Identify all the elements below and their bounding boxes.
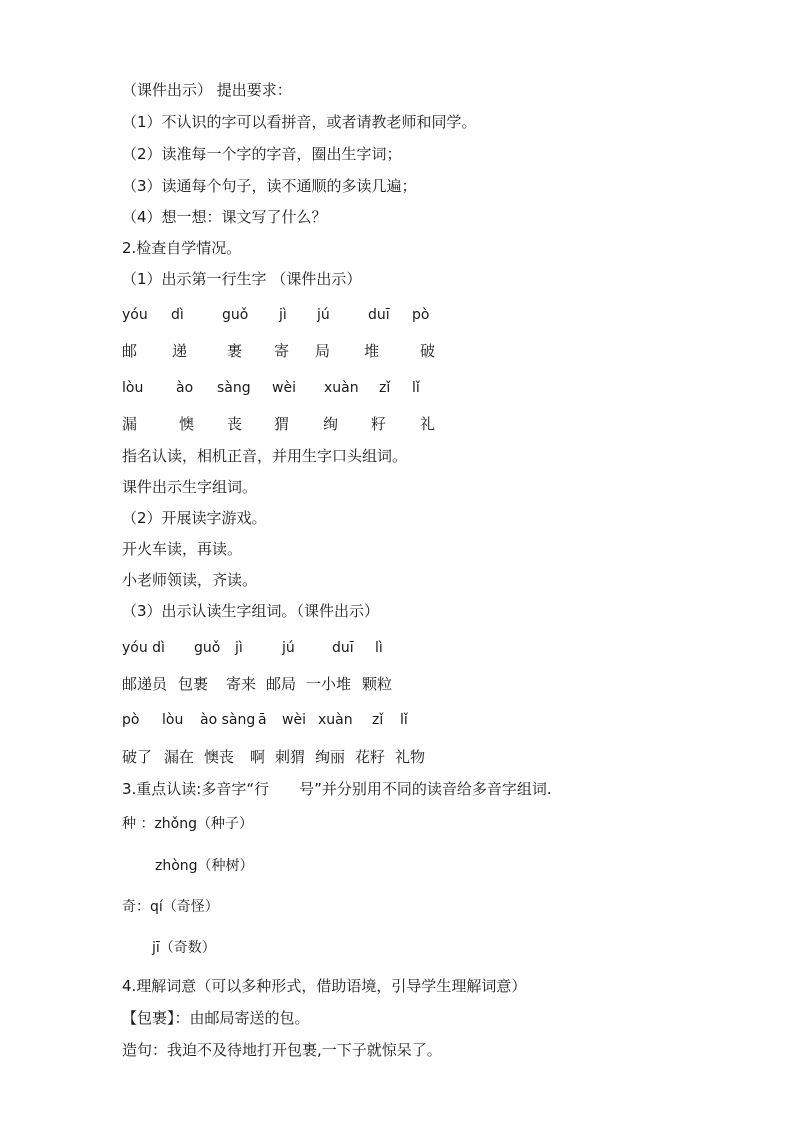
- word-item: 礼物: [395, 748, 426, 766]
- pinyin-row: [122, 710, 602, 730]
- character-item: 绚: [323, 415, 339, 433]
- pinyin-item: lǐ: [412, 380, 420, 396]
- word-item: 颗粒: [362, 675, 393, 693]
- character-item: 猬: [274, 415, 290, 433]
- pinyin-item: zǐ: [372, 712, 384, 728]
- word-row: [122, 674, 602, 694]
- section-4-heading: 4.理解词意（可以多种形式，借助语境，引导学生理解词意）: [122, 977, 527, 995]
- word-item: 花籽: [355, 748, 386, 766]
- step-2-heading: （2）开展读字游戏。: [122, 509, 267, 527]
- reading-instruction: 指名认读，相机正音，并用生字口头组词。: [122, 447, 408, 465]
- word-item: 寄来: [226, 675, 257, 693]
- pinyin-item: wèi: [272, 380, 296, 396]
- word-definition: 【包裹】：由邮局寄送的包。: [122, 1009, 310, 1027]
- train-reading-note: 开火车读，再读。: [122, 540, 243, 558]
- word-item: 包裹: [178, 675, 209, 693]
- pinyin-item: dì: [171, 307, 184, 323]
- word-item: 邮递员: [122, 675, 168, 693]
- pinyin-item: duī: [332, 640, 354, 656]
- pinyin-item: lǐ: [400, 712, 408, 728]
- pinyin-row: [122, 305, 602, 325]
- word-item: 刺猬: [275, 748, 306, 766]
- section-3-heading: 3.重点认读:多音字“行 号”并分别用不同的读音给多音字组词.: [122, 780, 552, 798]
- step-1-heading: （1）出示第一行生字 （课件出示）: [122, 270, 362, 288]
- character-item: 递: [172, 342, 188, 360]
- pinyin-item: ā: [258, 712, 267, 728]
- character-row: [122, 341, 602, 361]
- pinyin-item: xuàn: [318, 712, 353, 728]
- character-item: 漏: [122, 415, 138, 433]
- pinyin-item: duī: [368, 307, 390, 323]
- pinyin-item: lì: [375, 640, 383, 656]
- pinyin-item: wèi: [282, 712, 306, 728]
- character-item: 丧: [227, 415, 243, 433]
- character-item: 籽: [371, 415, 387, 433]
- pinyin-item: zǐ: [379, 380, 391, 396]
- pinyin-item: guǒ: [222, 307, 249, 323]
- pinyin-item: yóu: [122, 307, 148, 323]
- character-item: 堆: [364, 342, 380, 360]
- word-row: [122, 747, 602, 767]
- word-item: 绚丽: [315, 748, 346, 766]
- word-item: 漏在: [164, 748, 195, 766]
- pinyin-item: lòu: [122, 380, 144, 396]
- section-2-heading: 2.检查自学情况。: [122, 239, 242, 257]
- word-item: 一小堆: [306, 675, 352, 693]
- pinyin-item: sàng: [217, 380, 251, 396]
- character-item: 邮: [122, 342, 138, 360]
- word-item: 破了: [122, 748, 153, 766]
- pinyin-row: [122, 378, 602, 398]
- courseware-words-note: 课件出示生字组词。: [122, 478, 258, 496]
- character-item: 寄: [274, 342, 290, 360]
- character-item: 局: [315, 342, 331, 360]
- pinyin-item: ào: [176, 380, 194, 396]
- pinyin-row: [122, 638, 602, 658]
- pinyin-item: guǒ: [194, 640, 221, 656]
- pinyin-item: jú: [317, 307, 330, 323]
- character-item: 礼: [420, 415, 436, 433]
- word-item: 邮局: [266, 675, 297, 693]
- word-item: 懊丧: [204, 748, 235, 766]
- courseware-instruction: （课件出示） 提出要求：: [122, 81, 292, 99]
- example-sentence: 造句：我迫不及待地打开包裹,一下子就惊呆了。: [122, 1041, 442, 1059]
- pinyin-item: lòu: [162, 712, 184, 728]
- step-3-heading: （3）出示认读生字组词。（课件出示）: [122, 602, 380, 620]
- requirement-2: （2）读准每一个字的字音，圈出生字词；: [122, 145, 402, 163]
- pinyin-item: pò: [412, 307, 430, 323]
- pinyin-item: jú: [282, 640, 295, 656]
- requirement-3: （3）读通每个句子，读不通顺的多读几遍；: [122, 177, 417, 195]
- polyphone-ji-2: jī（奇数）: [152, 940, 216, 956]
- character-item: 裹: [227, 342, 243, 360]
- polyphone-qi-1: 奇：qí（奇怪）: [122, 899, 219, 915]
- pinyin-item: yóu dì: [122, 640, 165, 656]
- pinyin-item: jì: [235, 640, 243, 656]
- pinyin-item: xuàn: [324, 380, 359, 396]
- little-teacher-note: 小老师领读，齐读。: [122, 571, 258, 589]
- pinyin-item: ào sàng: [200, 712, 256, 728]
- pinyin-item: pò: [122, 712, 140, 728]
- character-item: 懊: [179, 415, 195, 433]
- character-row: [122, 414, 602, 434]
- polyphone-zhong-1: 种 ：zhǒng（种子）: [122, 816, 253, 832]
- requirement-1: （1）不认识的字可以看拼音，或者请教老师和同学。: [122, 113, 477, 131]
- pinyin-item: jì: [279, 307, 287, 323]
- polyphone-zhong-2: zhòng（种树）: [155, 858, 254, 874]
- word-item: 啊: [250, 748, 266, 766]
- requirement-4: （4）想一想：课文写了什么？: [122, 208, 327, 226]
- character-item: 破: [420, 342, 436, 360]
